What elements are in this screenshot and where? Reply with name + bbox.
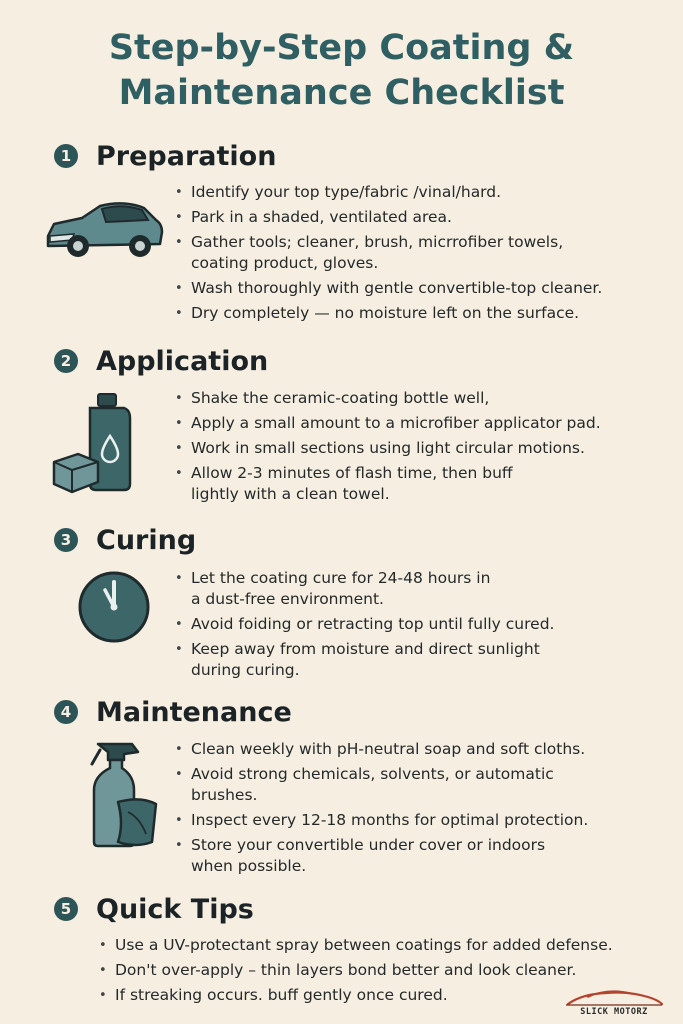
step-number-badge: 3 xyxy=(54,528,78,552)
list-item: • Don't over-apply – thin layers bond better and look cleaner. xyxy=(99,960,613,981)
list-item: • Park in a shaded, ventilated area. xyxy=(175,207,602,228)
list-item: • Shake the ceramic-coating bottle well, xyxy=(175,388,601,409)
list-item: • Gather tools; cleaner, brush, micrrofiber towels, xyxy=(175,232,602,253)
section-heading-label: Maintenance xyxy=(96,696,292,728)
maintenance-list xyxy=(175,739,588,881)
list-item: • Avoid strong chemicals, solvents, or automatic xyxy=(175,764,588,785)
list-item: • Apply a small amount to a microfiber applicator pad. xyxy=(175,413,601,434)
list-item: • Work in small sections using light circular motions. xyxy=(175,438,601,459)
list-item: • Clean weekly with pH-neutral soap and soft cloths. xyxy=(175,739,588,760)
section-preparation-heading xyxy=(54,138,276,174)
sports-car-logo-icon xyxy=(562,988,666,1008)
coating-bottle-and-pad-icon xyxy=(50,392,140,498)
brand-name: SLICK MOTORZ xyxy=(580,1007,648,1017)
list-item-continuation: a dust-free environment. xyxy=(191,590,384,608)
section-heading-label: Curing xyxy=(96,524,197,556)
section-curing-heading xyxy=(54,522,196,558)
curing-list xyxy=(175,568,554,685)
list-item-continuation: coating product, gloves. xyxy=(191,254,379,272)
list-item-continuation: during curing. xyxy=(191,661,300,679)
list-item: • Identify your top type/fabric /vinal/hard. xyxy=(175,182,602,203)
page-title xyxy=(0,26,683,116)
quick-tips-list xyxy=(99,935,613,1010)
section-quick-tips-heading xyxy=(54,891,254,927)
section-heading-label: Preparation xyxy=(96,140,277,172)
list-item: • Allow 2-3 minutes of flash time, then buff xyxy=(175,463,601,484)
title-line-1: Step-by-Step Coating & xyxy=(108,28,575,68)
list-item-continuation: when possible. xyxy=(191,857,307,875)
clock-icon xyxy=(77,570,151,644)
list-item: • Wash thoroughly with gentle convertible-top cleaner. xyxy=(175,278,602,299)
section-maintenance-heading xyxy=(54,694,292,730)
spray-bottle-and-cloth-icon xyxy=(88,738,162,850)
step-number-badge: 5 xyxy=(54,897,78,921)
list-item: • Use a UV-protectant spray between coatings for added defense. xyxy=(99,935,613,956)
step-number-badge: 2 xyxy=(54,349,78,373)
section-application-heading xyxy=(54,343,268,379)
section-heading-label: Application xyxy=(96,345,269,377)
preparation-list xyxy=(175,182,602,328)
list-item: • If streaking occurs. buff gently once cured. xyxy=(99,985,613,1006)
list-item: • Let the coating cure for 24-48 hours in xyxy=(175,568,554,589)
application-list xyxy=(175,388,601,509)
list-item: • Dry completely — no moisture left on the surface. xyxy=(175,303,602,324)
section-heading-label: Quick Tips xyxy=(96,893,254,925)
convertible-car-icon xyxy=(44,198,166,262)
step-number-badge: 1 xyxy=(54,144,78,168)
list-item: • Avoid foiding or retracting top until fully cured. xyxy=(175,614,554,635)
step-number-badge: 4 xyxy=(54,700,78,724)
list-item-continuation: lightly with a clean towel. xyxy=(191,485,390,503)
title-line-2: Maintenance Checklist xyxy=(118,73,565,113)
list-item-continuation: brushes. xyxy=(191,786,258,804)
brand-logo xyxy=(562,988,666,1020)
list-item: • Inspect every 12-18 months for optimal protection. xyxy=(175,810,588,831)
list-item: • Keep away from moisture and direct sunlight xyxy=(175,639,554,660)
list-item: • Store your convertible under cover or indoors xyxy=(175,835,588,856)
